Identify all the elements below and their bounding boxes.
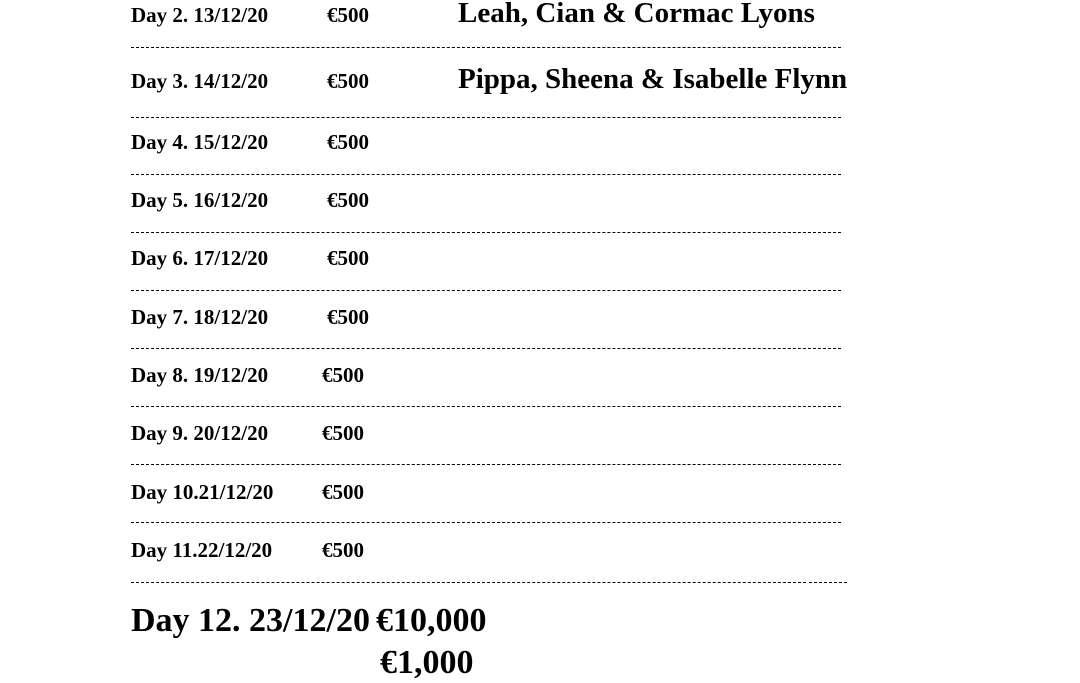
- dashed-separator: [131, 464, 841, 465]
- row-date: Day 7. 18/12/20: [131, 305, 269, 329]
- final-date: Day 12. 23/12/20: [131, 602, 370, 639]
- dashed-separator: [131, 348, 841, 349]
- final-amount: €10,000: [375, 602, 487, 639]
- row-amount: €500: [327, 246, 369, 270]
- dashed-separator: [131, 582, 806, 583]
- dashed-separator: [131, 522, 841, 523]
- row-amount: €500: [327, 188, 369, 212]
- prize-row: [131, 63, 1031, 96]
- row-date: Day 2. 13/12/20: [131, 3, 269, 27]
- final-prize-row: [131, 601, 486, 641]
- dashed-separator: [131, 117, 841, 118]
- row-amount: €500: [327, 130, 369, 154]
- row-amount: €500: [327, 69, 369, 93]
- dashed-separator: [131, 47, 841, 48]
- row-amount: €500: [322, 421, 364, 445]
- row-winner: Leah, Cian & Cormac Lyons: [458, 0, 815, 29]
- dashed-separator: [131, 232, 841, 233]
- row-amount: €500: [322, 538, 364, 562]
- prize-row: [131, 0, 1031, 30]
- row-date: Day 10.21/12/20: [131, 480, 274, 504]
- prize-row: [131, 360, 1031, 390]
- prize-row: [131, 477, 1031, 507]
- row-date: Day 4. 15/12/20: [131, 130, 269, 154]
- dashed-separator: [131, 174, 841, 175]
- row-winner: Pippa, Sheena & Isabelle Flynn: [458, 63, 848, 95]
- row-date: Day 5. 16/12/20: [131, 188, 269, 212]
- prize-row: [131, 127, 1031, 157]
- dashed-separator: [131, 406, 841, 407]
- prize-row: [131, 243, 1031, 273]
- row-date: Day 8. 19/12/20: [131, 363, 269, 387]
- row-date: Day 6. 17/12/20: [131, 246, 269, 270]
- row-amount: €500: [322, 363, 364, 387]
- final-second-amount: €1,000: [380, 644, 474, 681]
- prize-row: [131, 302, 1031, 332]
- row-amount: €500: [327, 3, 369, 27]
- prize-row: [131, 418, 1031, 448]
- dashed-separator: [131, 290, 841, 291]
- prize-row: [131, 185, 1031, 215]
- dashed-separator-tail: [809, 582, 847, 583]
- row-date: Day 11.22/12/20: [131, 538, 273, 562]
- row-amount: €500: [322, 480, 364, 504]
- row-date: Day 3. 14/12/20: [131, 69, 269, 93]
- row-date: Day 9. 20/12/20: [131, 421, 269, 445]
- prize-row: [131, 535, 1031, 565]
- row-amount: €500: [327, 305, 369, 329]
